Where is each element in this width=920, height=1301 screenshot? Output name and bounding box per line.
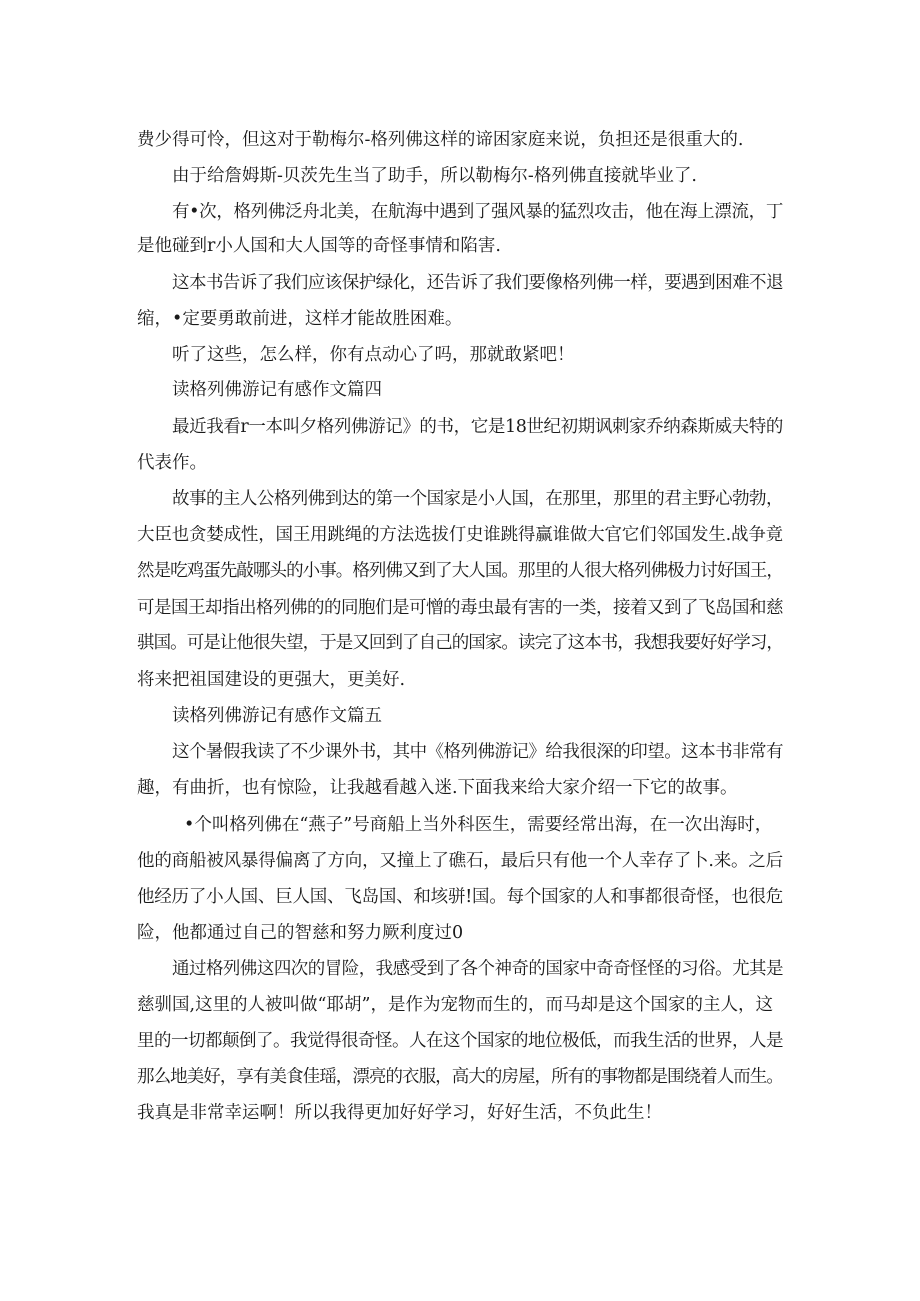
text-line: 里的一切都颠倒了。我觉得很奇怪。人在这个国家的地位极低，而我生活的世界，人是 — [137, 1031, 783, 1051]
section-heading: 读格列佛游记有感作文篇四 — [172, 380, 382, 400]
text-line: 慈驯国,这里的人被叫做“耶胡”，是作为宠物而生的，而马却是这个国家的主人，这 — [137, 995, 773, 1015]
text-line: 然是吃鸡蛋先敲哪头的小事。格列佛又到了大人国。那里的人很大格列佛极力讨好国王， — [137, 561, 783, 581]
text-line: 这本书告诉了我们应该保护绿化，还告诉了我们要像格列佛一样，要遇到困难不退 — [172, 273, 783, 293]
text-line: 将来把祖国建设的更强大，更美好. — [137, 670, 406, 690]
text-line: 这个暑假我读了不少课外书，其中《格列佛游记》给我很深的印望。这本书非常有 — [172, 742, 783, 762]
text-line: 故事的主人公格列佛到达的第一个国家是小人国，在那里，那里的君主野心勃勃， — [172, 489, 783, 509]
text-line: 他的商船被风暴得偏离了方向，又撞上了礁石，最后只有他一个人幸存了卜.来。之后 — [137, 851, 783, 871]
text-line: 可是国王却指出格列佛的的同胞们是可憎的毒虫最有害的一类，接着又到了飞岛国和慈 — [137, 598, 783, 618]
section-heading: 读格列佛游记有感作文篇五 — [172, 706, 382, 726]
text-line: 那么地美好，享有美食佳瑶，漂亮的衣服，高大的房屋，所有的事物都是围绕着人而生。 — [137, 1067, 783, 1087]
text-line: 通过格列佛这四次的冒险，我感受到了各个神奇的国家中奇奇怪怪的习俗。尤其是 — [172, 959, 783, 979]
text-line: 有•次，格列佛泛舟北美，在航海中遇到了强风暴的猛烈攻击，他在海上漂流，丁 — [172, 202, 783, 222]
text-line: 是他碰到r小人国和大人国等的奇怪事情和陷害. — [137, 236, 501, 256]
text-line: 大臣也贪婪成性，国王用跳绳的方法选拔仃史谁跳得赢谁做大官它们邻国发生.战争竟 — [137, 525, 783, 545]
text-line: 代表作。 — [137, 453, 207, 473]
text-line: 骐国。可是让他很失望，于是又回到了自己的国家。读完了这本书，我想我要好好学习， — [137, 633, 783, 653]
text-line: 听了这些，怎么样，你有点动心了吗，那就敢紧吧！ — [172, 345, 575, 365]
text-line: 缩，•定要勇敢前进，这样才能故胜困难。 — [137, 309, 463, 329]
text-line: 趣，有曲折，也有惊险，让我越看越入迷.下面我来给大家介绍一下它的故事。 — [137, 778, 738, 798]
text-line: 由于给詹姆斯-贝茨先生当了助手，所以勒梅尔-格列佛直接就毕业了. — [172, 166, 697, 186]
text-line: •个叫格列佛在“燕子”号商船上当外科医生，需要经常出海，在一次出海时， — [184, 815, 773, 835]
text-line: 险，他都通过自己的智慈和努力厥利度过0 — [137, 923, 464, 943]
text-line: 他经历了小人国、巨人国、飞岛国、和垓骈!国。每个国家的人和事都很奇怪，也很危 — [137, 887, 783, 907]
text-line: 费少得可怜，但这对于勒梅尔-格列佛这样的谛困家庭来说，负担还是很重大的. — [137, 130, 744, 150]
text-line: 最近我看r一本叫夕格列佛游记》的书，它是18世纪初期讽刺家乔纳森斯威夫特的 — [172, 417, 783, 437]
text-line: 我真是非常幸运啊！所以我得更加好好学习，好好生活，不负此生！ — [137, 1103, 662, 1123]
